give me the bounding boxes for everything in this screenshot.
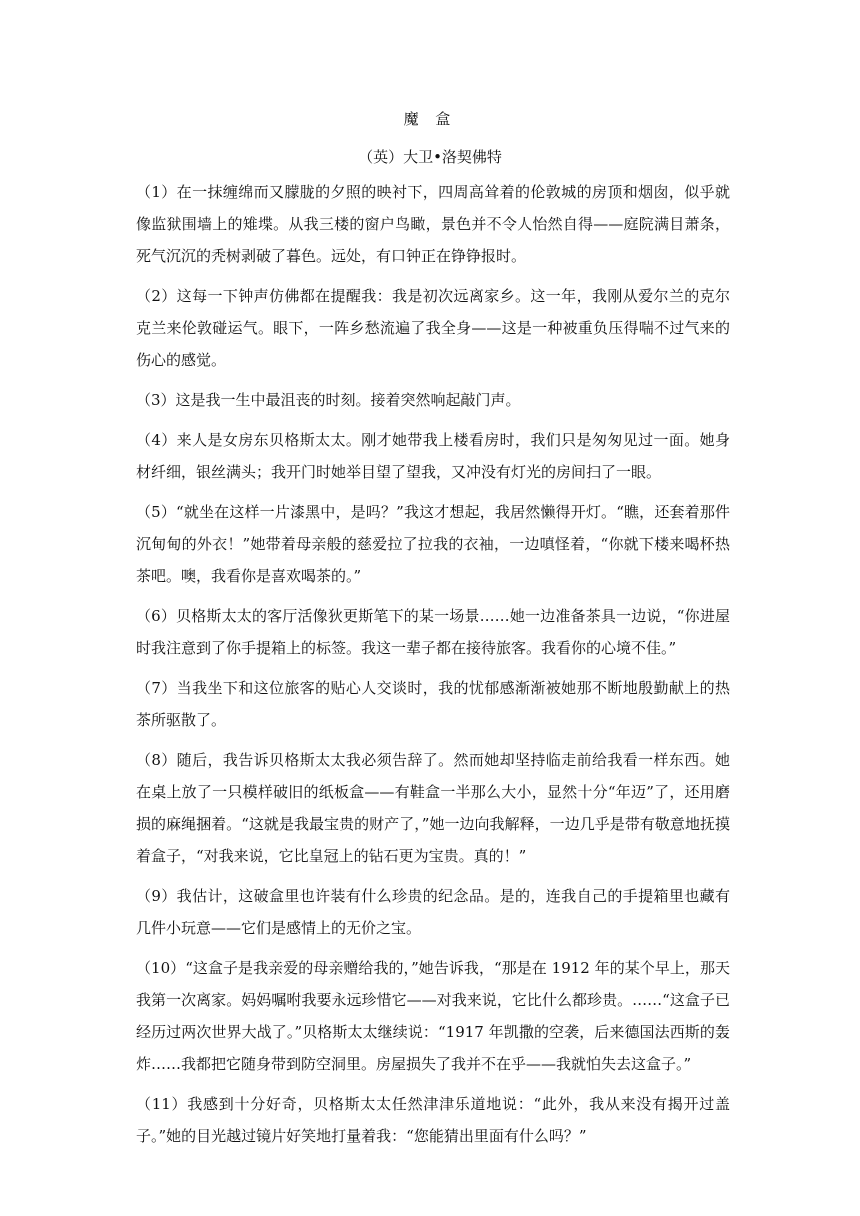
paragraph-10: （10）“这盒子是我亲爱的母亲赠给我的，”她告诉我，“那是在 1912 年的某个早上，那天我第一次离家。妈妈嘱咐我要永远珍惜它——对我来说，它比什么都珍贵。……“这盒子已经历过两次世界大战了。”贝格斯太太继续说：“1917 年凯撒的空袭，后来德国法西斯的轰炸……我都把它随身带到防空洞里。房屋损失了我并不在乎——我就怕失去这盒子。” xyxy=(136,959,730,1073)
paragraph-1: （1）在一抹缠绵而又朦胧的夕照的映衬下，四周高耸着的伦敦城的房顶和烟囱，似乎就像监狱围墙上的雉堞。从我三楼的窗户鸟瞰，景色并不令人怡然自得——庭院满目萧条，死气沉沉的秃树剥破了暮色。远处，有口钟正在铮铮报时。 xyxy=(136,183,730,265)
document-body xyxy=(136,176,730,1160)
document-title: 魔 盒 xyxy=(403,110,457,128)
paragraph-6: （6）贝格斯太太的客厅活像狄更斯笔下的某一场景……她一边准备茶具一边说，“你进屋时我注意到了你手提箱上的标签。我这一辈子都在接待旅客。我看你的心境不佳。” xyxy=(136,607,730,657)
paragraph-5: （5）“就坐在这样一片漆黑中，是吗？”我这才想起，我居然懒得开灯。“瞧，还套着那件沉甸甸的外衣！”她带着母亲般的慈爱拉了拉我的衣袖，一边嗔怪着，“你就下楼来喝杯热茶吧。噢，我看你是喜欢喝茶的。” xyxy=(136,503,730,585)
paragraph-7: （7）当我坐下和这位旅客的贴心人交谈时，我的忧郁感渐渐被她那不断地殷勤献上的热茶所驱散了。 xyxy=(136,679,730,729)
paragraph-11: （11）我感到十分好奇，贝格斯太太任然津津乐道地说：“此外，我从来没有揭开过盖子。”她的目光越过镜片好笑地打量着我：“您能猜出里面有什么吗？” xyxy=(136,1095,730,1145)
paragraph-4: （4）来人是女房东贝格斯太太。刚才她带我上楼看房时，我们只是匆匆见过一面。她身材纤细，银丝满头；我开门时她举目望了望我，又冲没有灯光的房间扫了一眼。 xyxy=(136,431,730,481)
paragraph-9: （9）我估计，这破盒里也许装有什么珍贵的纪念品。是的，连我自己的手提箱里也藏有几件小玩意——它们是感情上的无价之宝。 xyxy=(136,887,730,937)
paragraph-2: （2）这每一下钟声仿佛都在提醒我：我是初次远离家乡。这一年，我刚从爱尔兰的克尔克兰来伦敦碰运气。眼下，一阵乡愁流遍了我全身——这是一种被重负压得喘不过气来的伤心的感觉。 xyxy=(136,287,730,369)
document-author: （英）大卫•洛契佛特 xyxy=(358,148,502,166)
paragraph-8: （8）随后，我告诉贝格斯太太我必须告辞了。然而她却坚持临走前给我看一样东西。她在桌上放了一只模样破旧的纸板盒——有鞋盒一半那么大小，显然十分“年迈”了，还用磨损的麻绳捆着。“这就是我最宝贵的财产了，”她一边向我解释，一边几乎是带有敬意地抚摸着盒子，“对我来说，它比皇冠上的钻石更为宝贵。真的！” xyxy=(136,751,730,865)
paragraph-3: （3）这是我一生中最沮丧的时刻。接着突然响起敲门声。 xyxy=(136,391,521,409)
